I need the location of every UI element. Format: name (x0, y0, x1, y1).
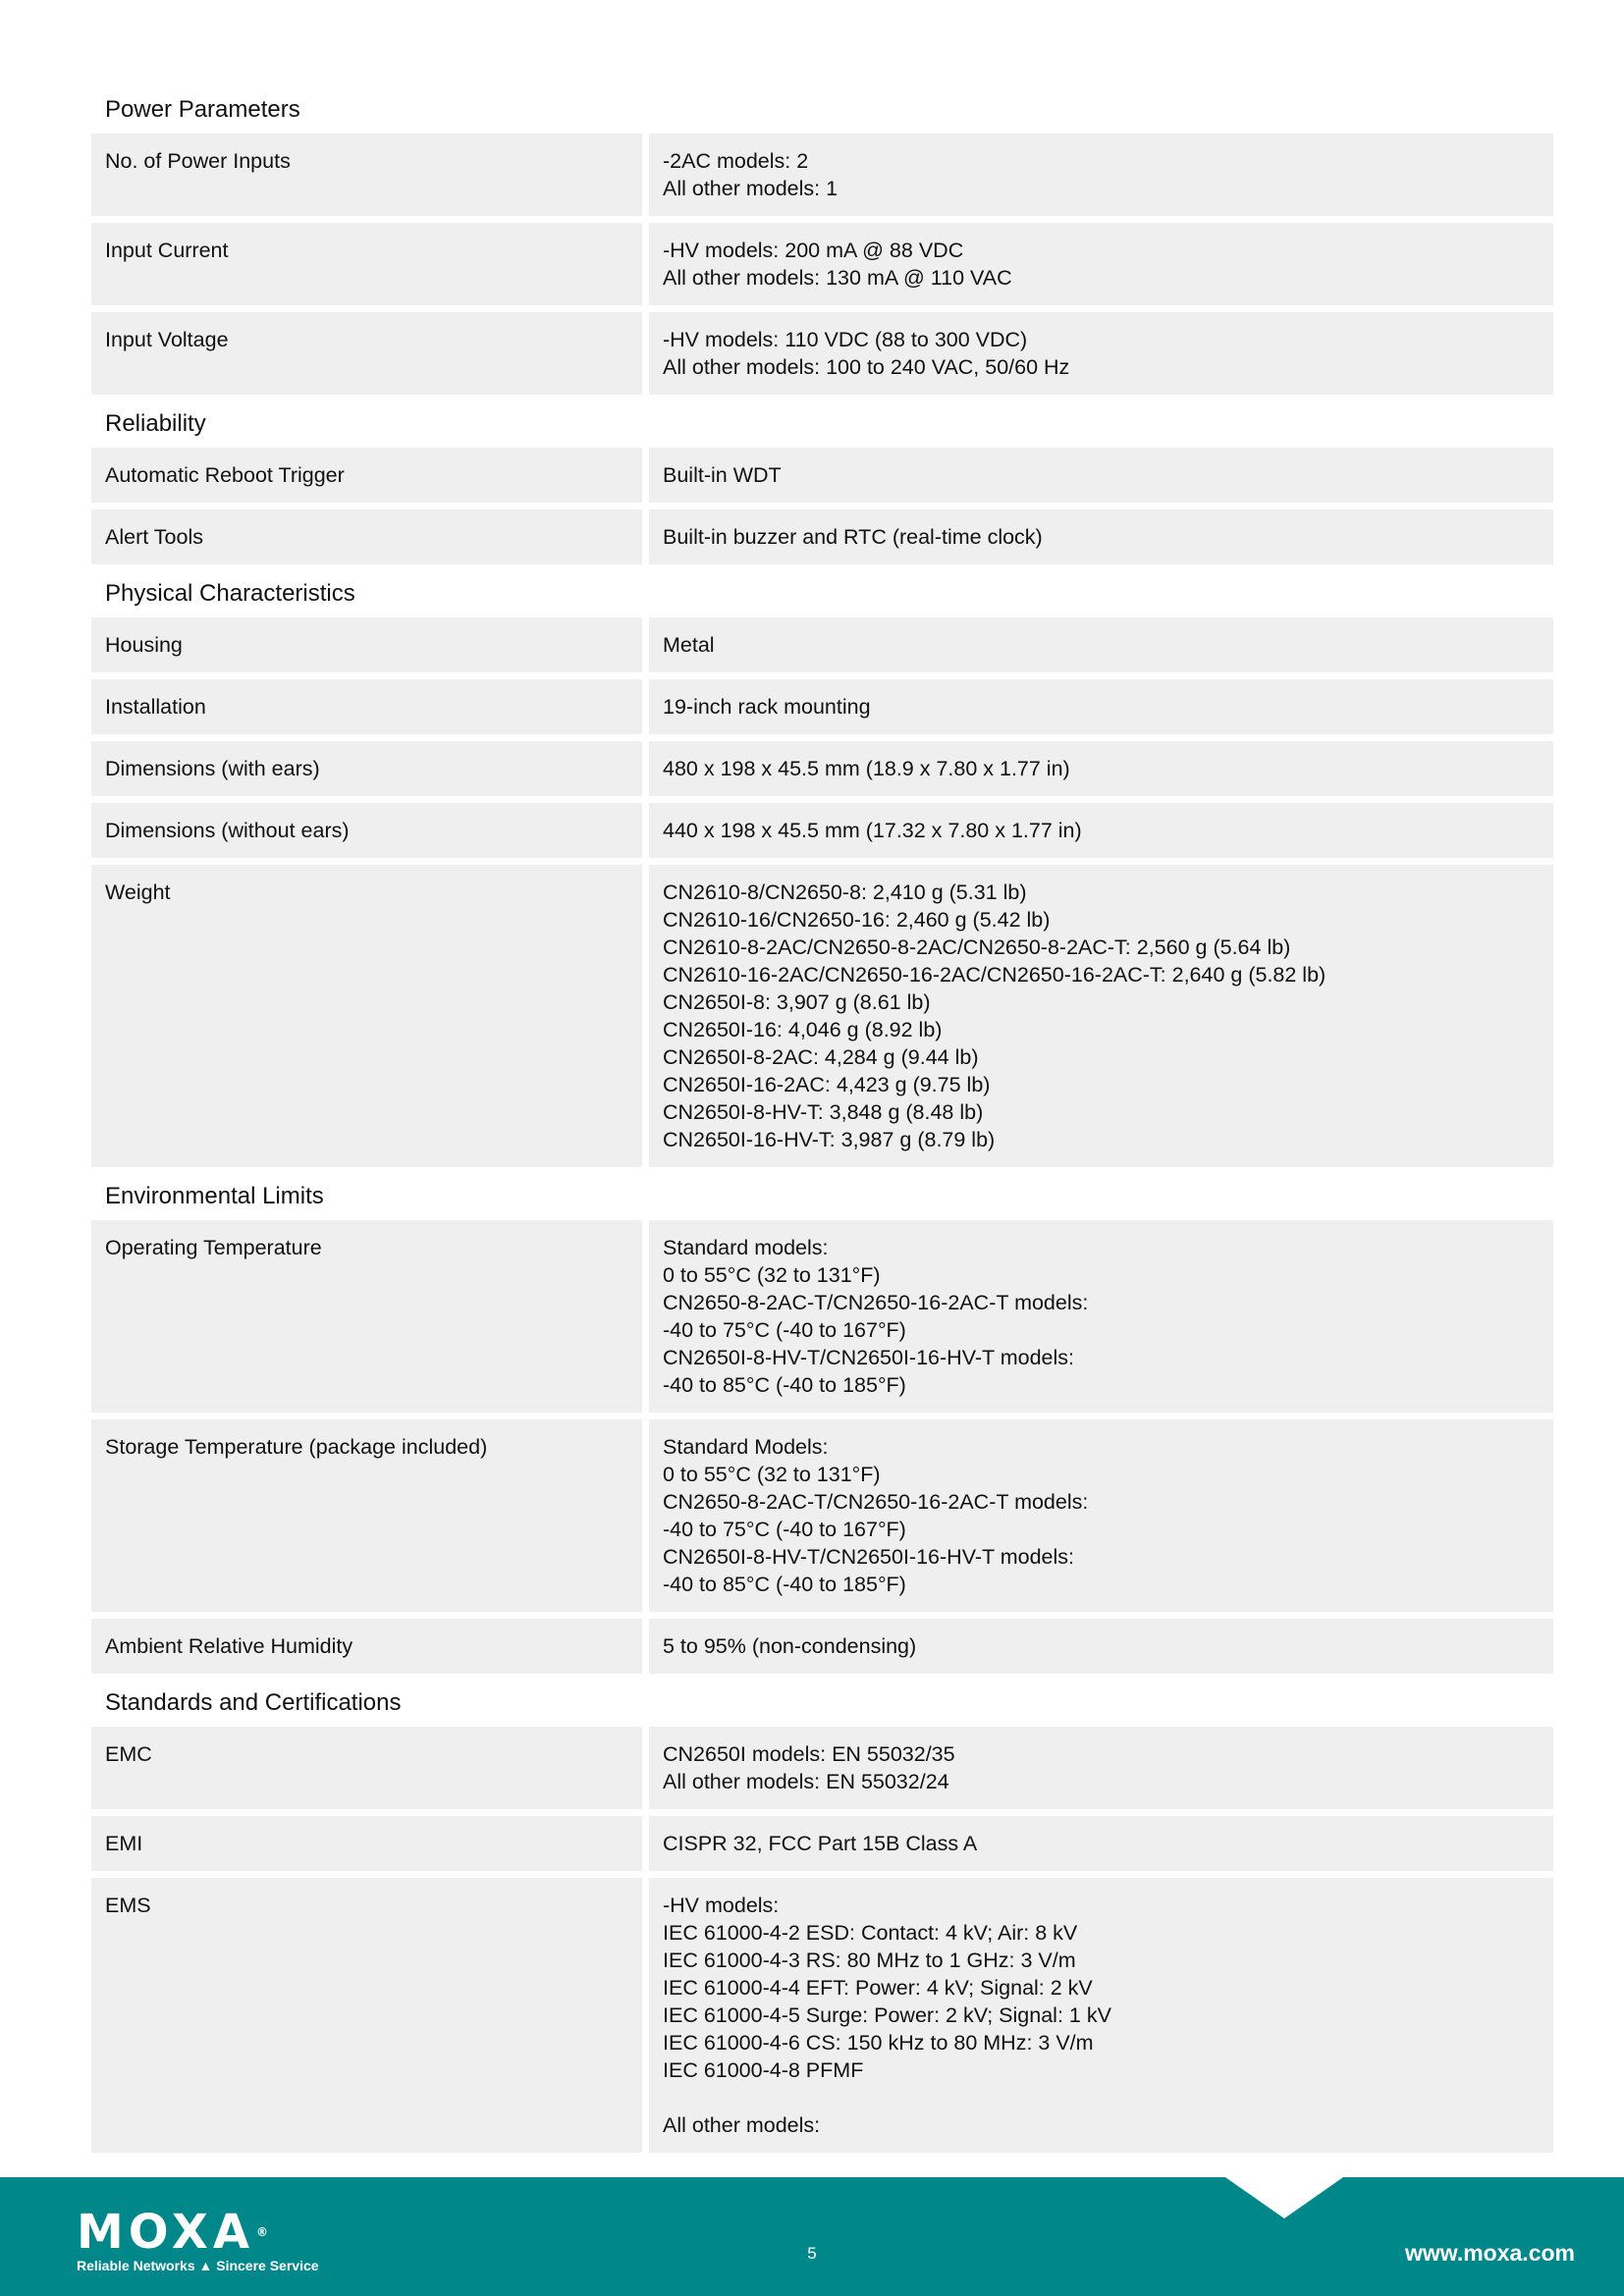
section-title: Standards and Certifications (105, 1689, 402, 1716)
spec-value: 440 x 198 x 45.5 mm (17.32 x 7.80 x 1.77 in) (649, 803, 1553, 858)
spec-label: EMI (91, 1816, 642, 1871)
registered-mark-icon: ® (256, 2225, 274, 2239)
footer-notch (1225, 2177, 1343, 2218)
section-title: Power Parameters (105, 96, 300, 123)
spec-row (91, 1878, 1553, 2153)
spec-section (91, 1181, 1553, 1674)
spec-label: Input Current (91, 223, 642, 305)
spec-label: Housing (91, 617, 642, 672)
spec-value: CISPR 32, FCC Part 15B Class A (649, 1816, 1553, 1871)
spec-row (91, 1816, 1553, 1871)
spec-label: Alert Tools (91, 509, 642, 564)
spec-label: EMC (91, 1727, 642, 1809)
spec-label: Weight (91, 865, 642, 1167)
spec-label: Storage Temperature (package included) (91, 1419, 642, 1612)
spec-value: 480 x 198 x 45.5 mm (18.9 x 7.80 x 1.77 in) (649, 741, 1553, 796)
spec-label: Dimensions (with ears) (91, 741, 642, 796)
spec-label: Dimensions (without ears) (91, 803, 642, 858)
spec-section (91, 1687, 1553, 2153)
spec-section (91, 94, 1553, 395)
spec-value: Built-in WDT (649, 448, 1553, 503)
spec-value: 5 to 95% (non-condensing) (649, 1619, 1553, 1674)
spec-value: Built-in buzzer and RTC (real-time clock) (649, 509, 1553, 564)
spec-value: 19-inch rack mounting (649, 679, 1553, 734)
moxa-logo (77, 2205, 319, 2273)
spec-value: CN2610-8/CN2650-8: 2,410 g (5.31 lb) CN2610-16/CN2650-16: 2,460 g (5.42 lb) CN2610-8-2AC/CN2650-8-2AC/CN2650-8-2AC-T: 2,560 g (5.64 lb) CN2610-16-2AC/CN2650-16-2AC/CN2650-16-2AC-T: 2,640 g (5.82 lb) CN2650I-8: 3,907 g (8.61 lb) CN2650I-16: 4,046 g (8.92 lb) CN2650I-8-2AC: 4,284 g (9.44 lb) CN2650I-16-2AC: 4,423 g (9.75 lb) CN2650I-8-HV-T: 3,848 g (8.48 lb) CN2650I-16-HV-T: 3,987 g (8.79 lb) (649, 865, 1553, 1167)
spec-section (91, 578, 1553, 1167)
spec-row (91, 509, 1553, 564)
spec-row (91, 448, 1553, 503)
spec-row (91, 865, 1553, 1167)
spec-value: CN2650I models: EN 55032/35 All other models: EN 55032/24 (649, 1727, 1553, 1809)
spec-value: Standard Models: 0 to 55°C (32 to 131°F) CN2650-8-2AC-T/CN2650-16-2AC-T models: -40 to 75°C (-40 to 167°F) CN2650I-8-HV-T/CN2650I-16-HV-T models: -40 to 85°C (-40 to 185°F) (649, 1419, 1553, 1612)
spec-label: EMS (91, 1878, 642, 2153)
spec-value: -HV models: IEC 61000-4-2 ESD: Contact: 4 kV; Air: 8 kV IEC 61000-4-3 RS: 80 MHz to 1 GHz: 3 V/m IEC 61000-4-4 EFT: Power: 4 kV; Signal: 2 kV IEC 61000-4-5 Surge: Power: 2 kV; Signal: 1 kV IEC 61000-4-6 CS: 150 kHz to 80 MHz: 3 V/m IEC 61000-4-8 PFMF All other models: (649, 1878, 1553, 2153)
spec-value: -HV models: 200 mA @ 88 VDC All other models: 130 mA @ 110 VAC (649, 223, 1553, 305)
spec-row (91, 223, 1553, 305)
spec-row (91, 133, 1553, 216)
footer-url[interactable]: www.moxa.com (1405, 2240, 1575, 2266)
spec-row (91, 803, 1553, 858)
section-title: Environmental Limits (105, 1183, 324, 1209)
spec-label: No. of Power Inputs (91, 133, 642, 216)
spec-label: Operating Temperature (91, 1220, 642, 1413)
section-title: Reliability (105, 410, 206, 437)
spec-value: -2AC models: 2 All other models: 1 (649, 133, 1553, 216)
spec-row (91, 312, 1553, 395)
logo-tagline: Reliable Networks ▲ Sincere Service (77, 2258, 319, 2273)
spec-label: Installation (91, 679, 642, 734)
spec-label: Input Voltage (91, 312, 642, 395)
spec-label: Ambient Relative Humidity (91, 1619, 642, 1674)
spec-value: Standard models: 0 to 55°C (32 to 131°F) CN2650-8-2AC-T/CN2650-16-2AC-T models: -40 to 75°C (-40 to 167°F) CN2650I-8-HV-T/CN2650I-16-HV-T models: -40 to 85°C (-40 to 185°F) (649, 1220, 1553, 1413)
spec-row (91, 679, 1553, 734)
logo-wordmark: MOXA (77, 2205, 255, 2260)
spec-row (91, 617, 1553, 672)
spec-document (91, 94, 1553, 2166)
spec-row (91, 1727, 1553, 1809)
spec-row (91, 1220, 1553, 1413)
page-number: 5 (807, 2244, 817, 2263)
section-title: Physical Characteristics (105, 580, 355, 607)
spec-section (91, 408, 1553, 564)
spec-row (91, 1619, 1553, 1674)
spec-value: Metal (649, 617, 1553, 672)
spec-value: -HV models: 110 VDC (88 to 300 VDC) All other models: 100 to 240 VAC, 50/60 Hz (649, 312, 1553, 395)
spec-label: Automatic Reboot Trigger (91, 448, 642, 503)
spec-row (91, 1419, 1553, 1612)
spec-row (91, 741, 1553, 796)
